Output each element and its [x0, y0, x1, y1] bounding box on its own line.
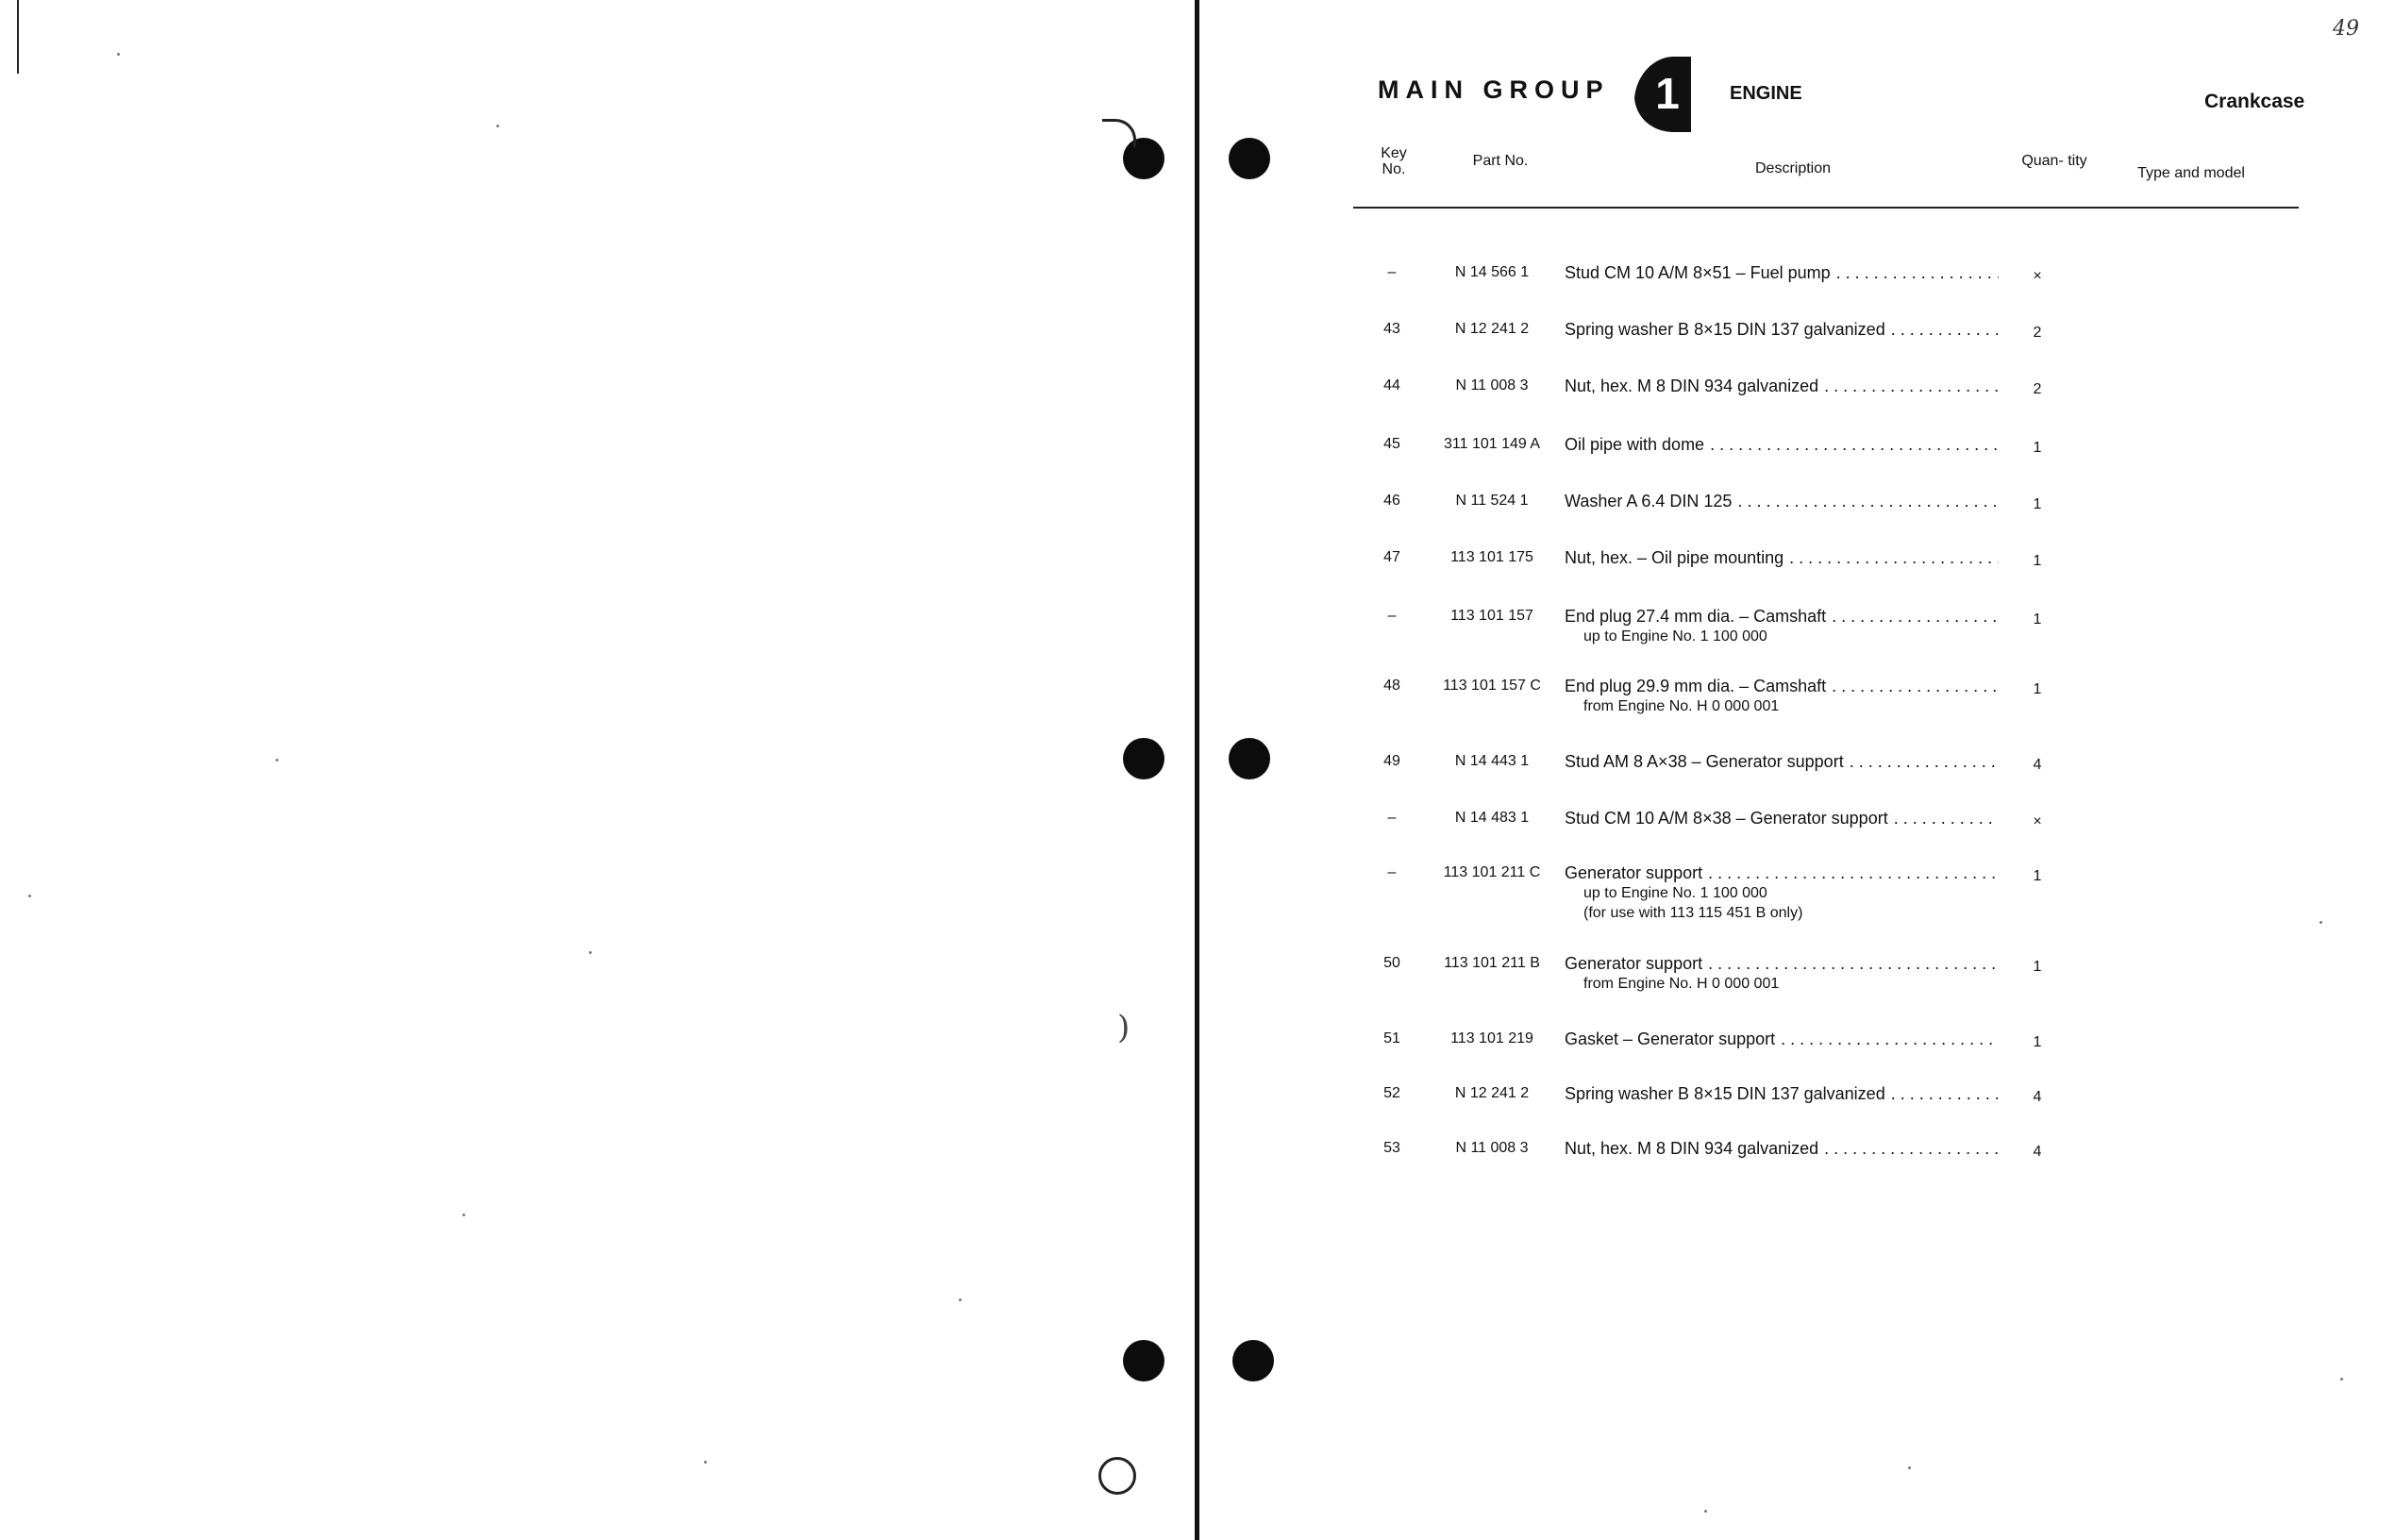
description-text: Gasket – Generator support [1565, 1029, 1776, 1048]
key-number: 46 [1383, 493, 1400, 509]
key-number: 44 [1383, 377, 1400, 393]
description-cell [1565, 547, 1999, 568]
description-line [1565, 491, 1999, 511]
description-text: Generator support [1565, 863, 1703, 882]
hook-mark [1102, 119, 1136, 147]
key-number: – [1387, 608, 1397, 624]
quantity: 1 [2033, 440, 2042, 456]
key-number: – [1387, 810, 1397, 826]
description-text: Nut, hex. M 8 DIN 934 galvanized [1565, 1139, 1819, 1158]
description-cell [1565, 262, 1999, 283]
scan-speck [1704, 1510, 1707, 1513]
scan-speck [589, 951, 592, 954]
dot-leader [1781, 1029, 1999, 1049]
description-line [1565, 862, 1999, 883]
part-number: N 11 008 3 [1455, 377, 1529, 393]
scan-speck [2340, 1378, 2343, 1381]
key-number: 52 [1383, 1085, 1400, 1101]
description-cell [1565, 1029, 1999, 1049]
scan-speck [276, 759, 278, 762]
description-line [1565, 434, 1999, 455]
description-note: up to Engine No. 1 100 000 [1583, 885, 1767, 901]
dot-leader [1832, 676, 1999, 696]
description-cell [1565, 1138, 1999, 1159]
description-cell [1565, 751, 1999, 772]
dot-leader [1824, 376, 1999, 396]
key-number: 47 [1383, 549, 1400, 565]
scan-speck [462, 1214, 465, 1216]
part-number: 113 101 175 [1450, 549, 1533, 565]
description-text: Generator support [1565, 954, 1703, 973]
dot-leader [1789, 547, 1999, 568]
scan-speck [959, 1298, 962, 1301]
description-text: Spring washer B 8×15 DIN 137 galvanized [1565, 1084, 1885, 1103]
description-note: up to Engine No. 1 100 000 [1583, 628, 1767, 644]
quantity: 2 [2033, 325, 2042, 341]
description-line [1565, 1138, 1999, 1159]
bracket-mark: ) [1117, 1009, 1131, 1046]
quantity: 4 [2033, 1144, 2042, 1160]
part-number: 113 101 157 [1450, 608, 1533, 624]
scan-speck [1908, 1466, 1911, 1469]
part-number: N 12 241 2 [1454, 1085, 1530, 1101]
description-cell [1565, 491, 1999, 511]
description-cell [1565, 1083, 1999, 1104]
description-cell [1565, 953, 1999, 994]
part-number: N 11 524 1 [1455, 493, 1529, 509]
dot-leader [1850, 751, 1999, 772]
quantity: 1 [2033, 611, 2042, 628]
quantity: 2 [2033, 381, 2042, 397]
dot-leader [1708, 953, 1999, 974]
description-note: from Engine No. H 0 000 001 [1583, 698, 1780, 714]
punch-hole [1123, 738, 1164, 779]
key-number: – [1387, 264, 1397, 280]
description-cell [1565, 676, 1999, 716]
key-number: 50 [1383, 955, 1400, 971]
part-number: 113 101 157 C [1443, 678, 1541, 694]
part-number: N 12 241 2 [1454, 321, 1530, 337]
punch-hole [1229, 738, 1270, 779]
description-text: End plug 27.4 mm dia. – Camshaft [1565, 607, 1827, 626]
dot-leader [1710, 434, 1999, 455]
description-cell [1565, 606, 1999, 646]
spread-divider [1195, 0, 1199, 1540]
group-number: 1 [1655, 69, 1680, 118]
dot-leader [1832, 606, 1999, 627]
scan-speck [28, 895, 31, 897]
description-line [1565, 262, 1999, 283]
scan-speck [2320, 921, 2322, 924]
scan-speck [704, 1461, 707, 1464]
subsection-label: Crankcase [2204, 91, 2305, 112]
dot-leader [1836, 262, 1999, 283]
dot-leader [1891, 1083, 1999, 1104]
column-header-key-no: Key No. [1381, 145, 1407, 177]
quantity: × [2033, 268, 2042, 284]
quantity: 1 [2033, 553, 2042, 569]
key-number: 45 [1383, 436, 1400, 452]
punch-hole [1229, 138, 1270, 179]
description-note: (for use with 113 115 451 B only) [1583, 905, 1803, 921]
description-line [1565, 606, 1999, 627]
part-number: 113 101 219 [1450, 1030, 1533, 1046]
parts-table [1357, 0, 2301, 1189]
description-line [1565, 751, 1999, 772]
column-header-description: Description [1754, 160, 1832, 176]
part-number: 113 101 211 C [1443, 864, 1541, 880]
description-text: Stud AM 8 A×38 – Generator support [1565, 752, 1844, 771]
description-line [1565, 808, 1999, 829]
page-edge-mark [17, 0, 19, 74]
dot-leader [1737, 491, 1999, 511]
quantity: 4 [2033, 757, 2042, 773]
quantity: 1 [2033, 959, 2042, 975]
part-number: N 14 566 1 [1454, 264, 1530, 280]
main-group-label: MAIN GROUP [1378, 75, 1610, 104]
description-text: Spring washer B 8×15 DIN 137 galvanized [1565, 320, 1885, 339]
description-text: Stud CM 10 A/M 8×38 – Generator support [1565, 809, 1888, 828]
description-line [1565, 319, 1999, 340]
part-number: N 14 443 1 [1454, 753, 1530, 769]
description-line [1565, 547, 1999, 568]
scan-speck [117, 53, 120, 56]
dot-leader [1894, 808, 1999, 829]
dot-leader [1824, 1138, 1999, 1159]
quantity: 1 [2033, 868, 2042, 884]
key-number: – [1387, 864, 1397, 880]
part-number: 113 101 211 B [1444, 955, 1540, 971]
quantity: 1 [2033, 681, 2042, 697]
description-line [1565, 1083, 1999, 1104]
key-number: 43 [1383, 321, 1400, 337]
quantity: 4 [2033, 1089, 2042, 1105]
description-cell [1565, 808, 1999, 829]
quantity: 1 [2033, 496, 2042, 512]
key-number: 49 [1383, 753, 1400, 769]
ring-mark [1098, 1457, 1136, 1495]
description-cell [1565, 862, 1999, 923]
description-cell [1565, 376, 1999, 396]
part-number: N 14 483 1 [1454, 810, 1530, 826]
description-line [1565, 376, 1999, 396]
quantity: 1 [2033, 1034, 2042, 1050]
dot-leader [1891, 319, 1999, 340]
dot-leader [1708, 862, 1999, 883]
section-label: ENGINE [1730, 83, 1802, 104]
description-cell [1565, 319, 1999, 340]
punch-hole [1123, 1340, 1164, 1381]
description-text: Oil pipe with dome [1565, 435, 1705, 454]
scan-speck [496, 125, 499, 127]
description-text: Stud CM 10 A/M 8×51 – Fuel pump [1565, 263, 1831, 282]
column-header-part-no: Part No. [1472, 153, 1529, 169]
key-number: 53 [1383, 1140, 1400, 1156]
key-number: 48 [1383, 678, 1400, 694]
description-cell [1565, 434, 1999, 455]
column-header-quantity: Quan- tity [2021, 153, 2087, 169]
part-number: N 11 008 3 [1455, 1140, 1529, 1156]
description-text: End plug 29.9 mm dia. – Camshaft [1565, 677, 1827, 695]
quantity: × [2033, 813, 2042, 829]
description-line [1565, 953, 1999, 974]
description-text: Washer A 6.4 DIN 125 [1565, 492, 1733, 511]
description-text: Nut, hex. – Oil pipe mounting [1565, 548, 1784, 567]
description-line [1565, 1029, 1999, 1049]
part-number: 311 101 149 A [1443, 436, 1541, 452]
description-line [1565, 676, 1999, 696]
punch-hole [1232, 1340, 1274, 1381]
description-text: Nut, hex. M 8 DIN 934 galvanized [1565, 377, 1819, 395]
key-number: 51 [1383, 1030, 1400, 1046]
column-header-type-model: Type and model [2137, 165, 2245, 181]
description-note: from Engine No. H 0 000 001 [1583, 976, 1780, 992]
page-number: 49 [2333, 17, 2359, 41]
